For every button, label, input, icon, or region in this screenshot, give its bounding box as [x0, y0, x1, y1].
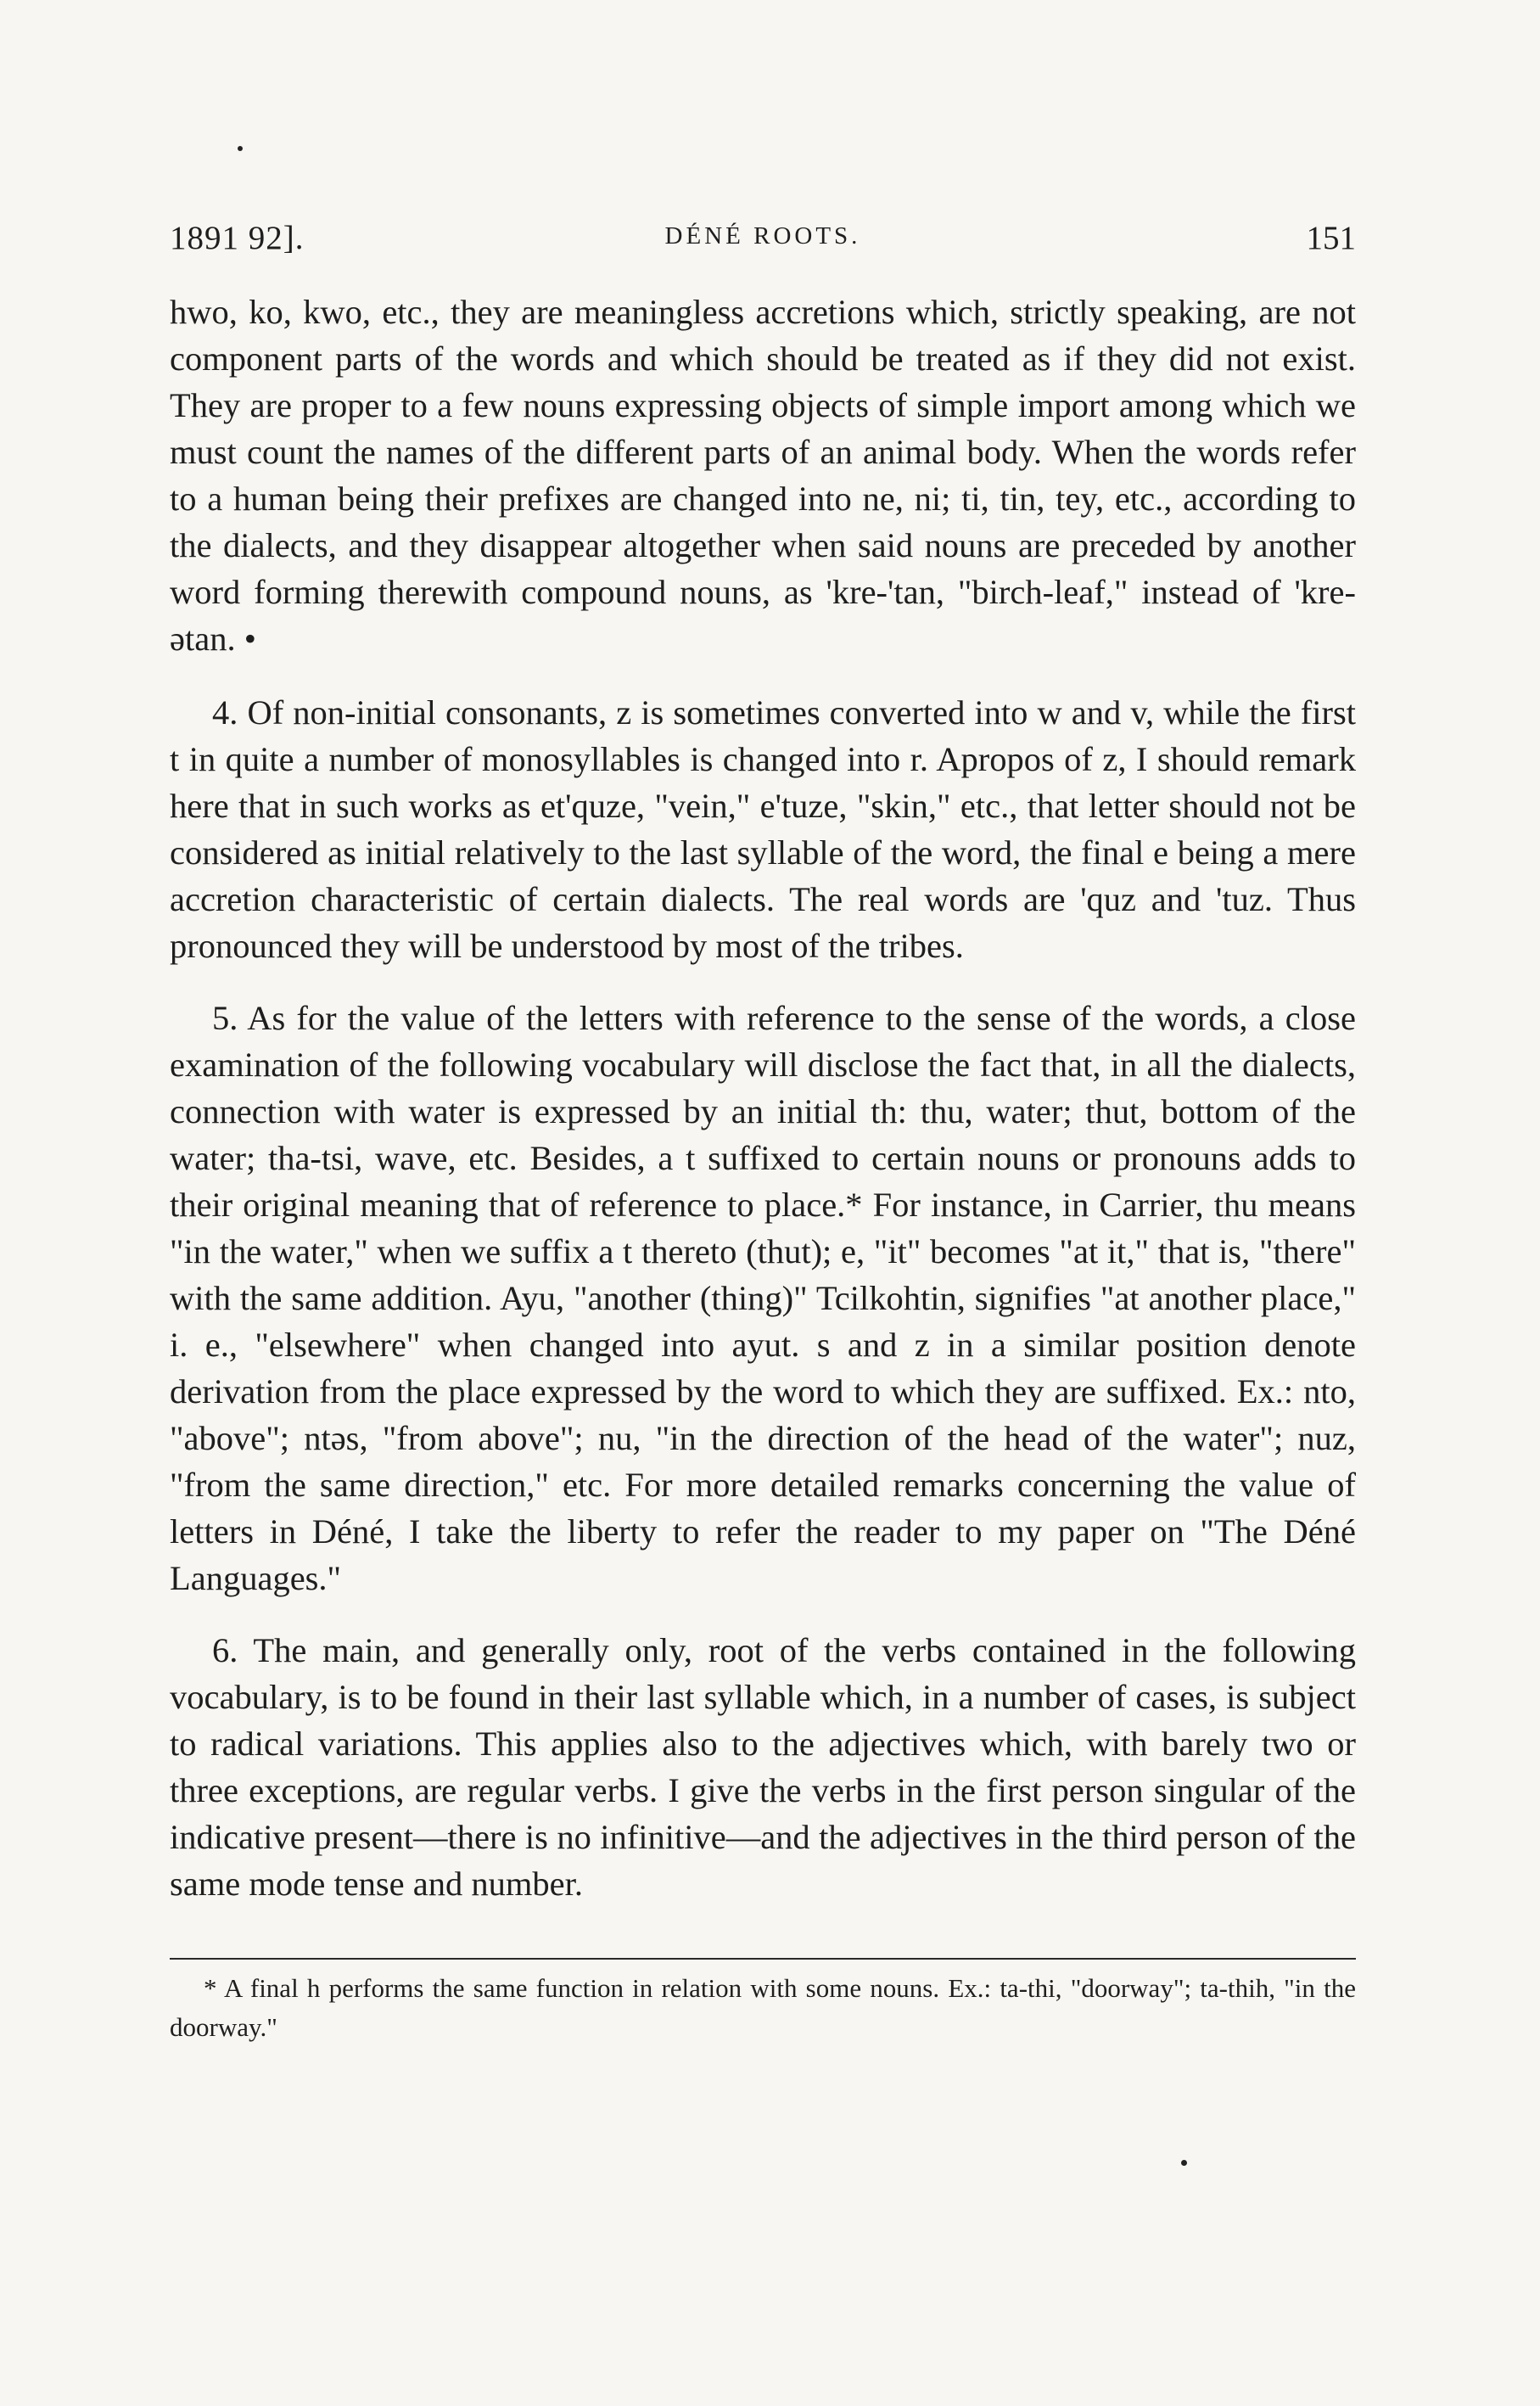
footnote: * A final h performs the same function in relation with some nouns. Ex.: ta-thi, "doorway"; ta-thih, "in the doorway." [170, 1973, 1356, 2042]
paragraph-6: 6. The main, and generally only, root of the verbs contained in the following vocabulary, is to be found in their last syllable which, in a number of cases, is subject to radical variations. This applies also to the adjectives which, with barely two or three exceptions, are regular verbs. I give the verbs in the first person singular of the indicative present—there is no infinitive—and the adjectives in the third person of the same mode tense and number. [170, 1631, 1356, 1903]
page-number: 151 [1306, 220, 1356, 256]
body-text [170, 289, 1356, 1907]
header-date: 1891 92]. [170, 220, 305, 256]
running-head [170, 219, 1356, 261]
header-title: DÉNÉ ROOTS. [664, 222, 861, 250]
paragraph-5: 5. As for the value of the letters with reference to the sense of the words, a close examination of the following vocabulary will disclose the fact that, in all the dialects, connection with water is expressed by an initial th: thu, water; thut, bottom of the water; tha-tsi, wave, etc. Besides, a t suffixed to certain nouns or pronouns adds to their original meaning that of reference to place.* For instance, in Carrier, thu means "in the water," when we suffix a t thereto (thut); e, "it" becomes "at it," that is, "there" with the same addition. Ayu, "another (thing)" Tcilkohtin, signifies "at another place," i. e., "elsewhere" when changed into ayut. s and z in a similar position denote derivation from the place expressed by the word to which they are suffixed. Ex.: nto, "above"; ntəs, "from above"; nu, "in the direction of the head of the water"; nuz, "from the same direction," etc. For more detailed remarks concerning the value of letters in Déné, I take the liberty to refer the reader to my paper on "The Déné Languages." [170, 999, 1356, 1597]
footnote-rule [170, 1958, 1356, 1960]
print-speck [238, 146, 243, 151]
paragraph-continuation: hwo, ko, kwo, etc., they are meaningless accretions which, strictly speaking, are not component parts of the words and which should be treated as if they did not exist. They are proper to a few nouns expressing objects of simple import among which we must count the names of the different parts of an animal body. When the words refer to a human being their prefixes are changed into ne, ni; ti, tin, tey, etc., according to the dialects, and they disappear altogether when said nouns are preceded by another word forming therewith compound nouns, as 'kre-'tan, "birch-leaf," instead of 'kre-ətan. • [170, 293, 1356, 658]
print-speck [1181, 2160, 1187, 2166]
paragraph-4: 4. Of non-initial consonants, z is sometimes converted into w and v, while the first t in quite a number of monosyllables is changed into r. Apropos of z, I should remark here that in such works as et'quze, "vein," e'tuze, "skin," etc., that letter should not be considered as initial relatively to the last syllable of the word, the final e being a mere accretion characteristic of certain dialects. The real words are 'quz and 'tuz. Thus pronounced they will be understood by most of the tribes. [170, 693, 1356, 965]
